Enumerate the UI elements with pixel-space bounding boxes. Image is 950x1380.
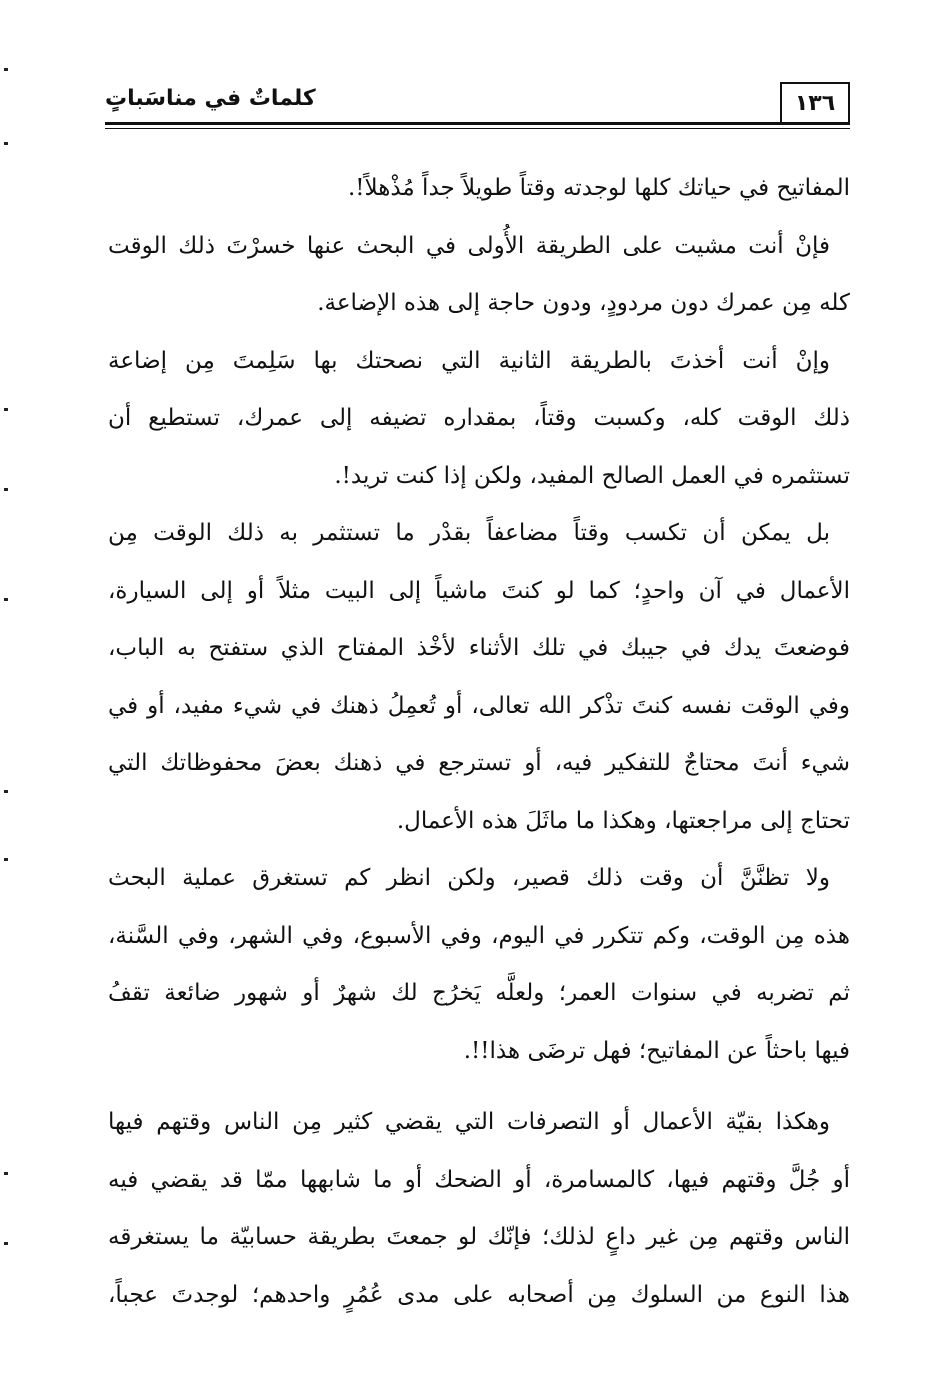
text-line: وفي الوقت نفسه كنتَ تذْكر الله تعالى، أو تُعمِلُ ذهنك في شيء مفيد، أو في [108, 692, 850, 719]
scan-mark [4, 790, 8, 793]
text-line: تحتاج إلى مراجعتها، وهكذا ما ماثَلَ هذه الأعمال. [396, 807, 850, 834]
text-line: ثم تضربه في سنوات العمر؛ ولعلَّه يَخرُج لك شهرٌ أو شهور ضائعة تقفُ [108, 980, 850, 1006]
text-line: الناس وقتهم مِن غير داعٍ لذلك؛ فإنّك لو جمعتَ بطريقة حسابيّة ما يستغرقه [108, 1224, 850, 1250]
text-line: المفاتيح في حياتك كلها لوجدته وقتاً طويلاً جداً مُذْهلاً!. [347, 175, 850, 201]
body-text [108, 160, 850, 1324]
paragraph-gap [108, 1080, 850, 1094]
paragraph [108, 333, 850, 506]
text-line: فوضعتَ يدك في جيبك في تلك الأثناء لأخْذ المفتاح الذي ستفتح به الباب، [108, 635, 850, 661]
scan-mark [4, 142, 8, 145]
running-title: كلماتٌ في مناسَباتٍ [105, 86, 316, 111]
paragraph [108, 850, 850, 1080]
page-header [105, 82, 850, 128]
text-line: الأعمال في آن واحدٍ؛ كما لو كنتَ ماشياً إلى البيت مثلاً أو إلى السيارة، [108, 577, 850, 604]
header-rule [105, 122, 850, 125]
text-line: ذلك الوقت كله، وكسبت وقتاً، بمقداره تضيفه إلى عمرك، تستطيع أن [108, 405, 850, 431]
header-rule-thin [105, 128, 850, 129]
scan-mark [4, 598, 8, 601]
text-line: ولا تظنَّنَّ أن وقت ذلك قصير، ولكن انظر كم تستغرق عملية البحث [108, 865, 830, 891]
text-line: هذا النوع من السلوك مِن أصحابه على مدى عُمُرٍ واحدهم؛ لوجدتَ عجباً، [108, 1281, 850, 1308]
scan-mark [4, 1242, 8, 1245]
text-line: شيء أنتَ محتاجٌ للتفكير فيه، أو تسترجع في ذهنك بعضَ محفوظاتك التي [108, 750, 850, 776]
text-line: بل يمكن أن تكسب وقتاً مضاعفاً بقدْر ما تستثمر به ذلك الوقت مِن [108, 520, 830, 546]
scan-mark [4, 858, 8, 861]
scan-mark [4, 408, 8, 411]
paragraph [108, 218, 850, 333]
scan-mark [4, 488, 8, 491]
scan-mark [4, 68, 8, 71]
paragraph [108, 505, 850, 850]
text-line: تستثمره في العمل الصالح المفيد، ولكن إذا كنت تريد!. [334, 462, 850, 489]
paragraph [108, 160, 850, 218]
paragraph [108, 1094, 850, 1324]
text-line: وهكذا بقيّة الأعمال أو التصرفات التي يقضي كثير مِن الناس وقتهم فيها [108, 1109, 830, 1135]
page-number: ١٣٦ [780, 82, 850, 122]
text-line: فيها باحثاً عن المفاتيح؛ فهل ترضَى هذا!!. [463, 1037, 850, 1064]
text-line: هذه مِن الوقت، وكم تتكرر في اليوم، وفي الأسبوع، وفي الشهر، وفي السَّنة، [108, 922, 850, 949]
text-line: أو جُلَّ وقتهم فيها، كالمسامرة، أو الضحك أو ما شابهها ممّا قد يقضي فيه [108, 1166, 850, 1193]
scan-mark [4, 1172, 8, 1175]
text-line: وإنْ أنت أخذتَ بالطريقة الثانية التي نصحتك بها سَلِمتَ مِن إضاعة [108, 347, 830, 374]
text-line: فإنْ أنت مشيت على الطريقة الأُولى في البحث عنها خسرْتَ ذلك الوقت [108, 232, 830, 259]
text-line: كله مِن عمرك دون مردودٍ، ودون حاجة إلى هذه الإضاعة. [317, 290, 850, 316]
